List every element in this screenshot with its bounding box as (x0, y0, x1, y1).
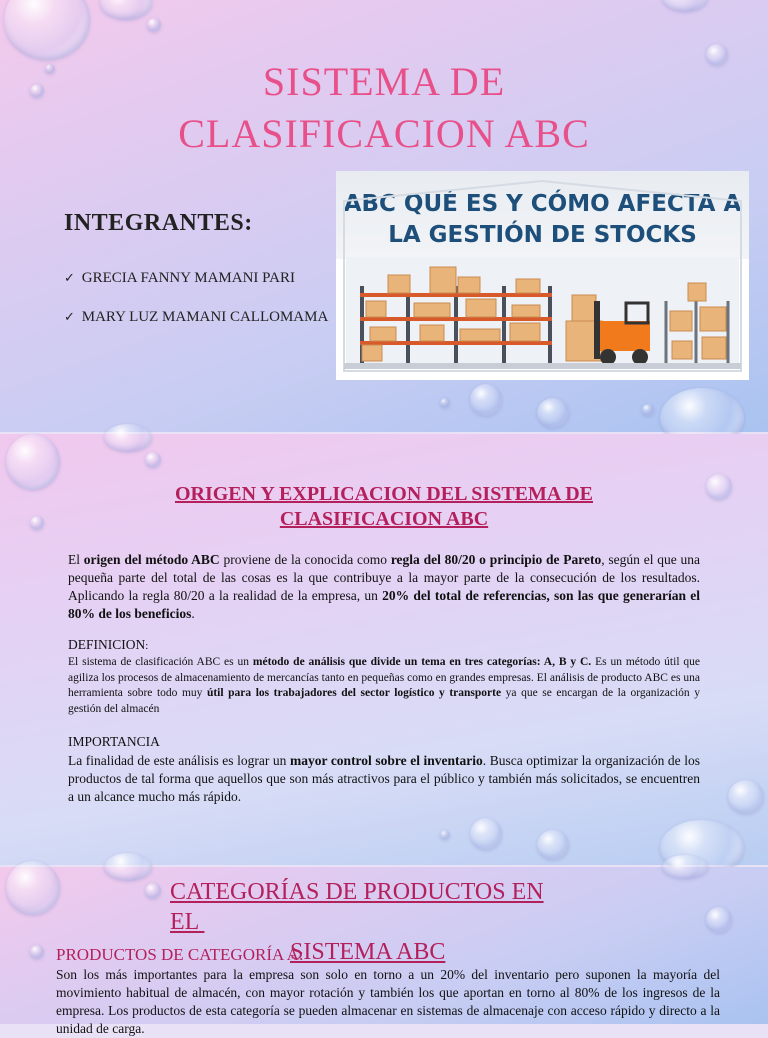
stock-management-image (336, 171, 749, 380)
water-drop-decoration (4, 0, 90, 60)
water-drop-decoration (145, 883, 161, 899)
water-drop-decoration (440, 398, 450, 408)
checkmark-icon: ✓ (64, 270, 75, 285)
text-run: . Busca optimizar la organización de los productos de tal forma que aquellos que son más atractivos para el público y también más solicitados, se encuentren a un alcance mucho más rápido. (68, 753, 700, 804)
definition-heading (68, 637, 148, 653)
checkmark-icon: ✓ (64, 309, 75, 324)
title-line: CLASIFICACION ABC (178, 111, 590, 156)
title-line: EL (170, 909, 205, 935)
water-drop-decoration (662, 855, 708, 879)
water-drop-decoration (537, 830, 569, 860)
image-title-line: LA GESTIÓN DE STOCKS (388, 222, 697, 248)
title-line: ORIGEN Y EXPLICACION DEL SISTEMA DE (174, 483, 594, 505)
slide-origin (0, 434, 768, 865)
bold-text-run: método de análisis que divide un tema en tres categorías: A, B y C. (252, 656, 592, 668)
water-drop-decoration (642, 404, 654, 416)
water-drop-decoration (104, 853, 152, 881)
title-line: SISTEMA DE (262, 59, 506, 104)
bold-text-run: regla del 80/20 o principio de Pareto (390, 552, 602, 567)
origin-paragraph (68, 551, 700, 623)
member-item (64, 270, 295, 287)
text-run: El sistema de clasificación ABC es un (68, 656, 253, 668)
title-line: CLASIFICACION ABC (279, 508, 489, 530)
water-drop-decoration (145, 452, 161, 468)
title-line: SISTEMA ABC (290, 939, 446, 965)
warehouse-shelves-forklift-icon (336, 171, 749, 380)
importance-paragraph (68, 752, 700, 806)
water-drop-decoration (470, 818, 502, 850)
slide-title (0, 0, 768, 432)
text-run: proviene de la conocida como (219, 552, 391, 567)
image-title-line: ABC QUÉ ES Y CÓMO AFECTA A (343, 191, 742, 217)
text-run: , según el que una pequeña parte del total de las cosas es la que contribuye a la mayor parte de la consecución de los resultados. Aplicando la regla 80/20 a la realidad de la empresa, un (68, 552, 701, 603)
water-drop-decoration (728, 780, 764, 814)
bold-text-run: mayor control sobre el inventario (290, 753, 483, 768)
member-name: GRECIA FANNY MAMANI PARI (81, 270, 295, 286)
definition-paragraph (68, 655, 700, 717)
member-name: MARY LUZ MAMANI CALLOMAMA (81, 309, 329, 325)
definition-heading-text: DEFINICION (68, 637, 146, 652)
water-drop-decoration (470, 384, 502, 416)
bold-text-run: 20% del total de referencias, son las que generarían el 80% de los beneficios (68, 588, 700, 621)
importance-heading: IMPORTANCIA (68, 734, 160, 749)
category-a-heading: PRODUCTOS DE CATEGORÍA A: (56, 945, 304, 964)
text-run: El (68, 552, 84, 567)
water-drop-decoration (104, 424, 152, 452)
text-run: La finalidad de este análisis es lograr un (68, 753, 290, 768)
title-line: CATEGORÍAS DE PRODUCTOS EN (170, 879, 544, 905)
section-title (0, 482, 768, 532)
bold-text-run: origen del método ABC (83, 552, 220, 567)
water-drop-decoration (662, 0, 708, 12)
bold-text-run: útil para los trabajadores del sector logístico y transporte (206, 687, 502, 699)
text-run: Es un método útil que agiliza los procesos de almacenamiento de mercancías tanto en pequeñas como en grandes empresas. El análisis de producto ABC es una herramienta sobre todo muy (68, 656, 700, 699)
water-drop-decoration (30, 945, 44, 959)
water-drop-decoration (100, 0, 152, 20)
water-drop-decoration (6, 861, 60, 915)
slide-categories (0, 867, 768, 1036)
category-a-paragraph: Son los más importantes para la empresa son solo en torno a un 20% del inventario pero suponen la mayoría del movimiento habitual de almacén, con mayor rotación y también los que aportan en torno al 80% de los ingresos de la empresa. Los productos de esta categoría se pueden almacenar en sistemas de almacenaje con acceso rápido y directo a la unidad de carga. (56, 967, 720, 1036)
presentation-title (0, 56, 768, 160)
water-drop-decoration (537, 398, 569, 428)
water-drop-decoration (706, 907, 732, 933)
text-run: ya que se encargan de la organización y gestión del almacén (68, 687, 700, 715)
definition-colon: : (145, 640, 149, 652)
members-heading: INTEGRANTES: (64, 210, 253, 236)
water-drop-decoration (440, 830, 450, 840)
water-drop-decoration (147, 18, 161, 32)
text-run: . (191, 606, 195, 621)
member-item (64, 309, 328, 326)
